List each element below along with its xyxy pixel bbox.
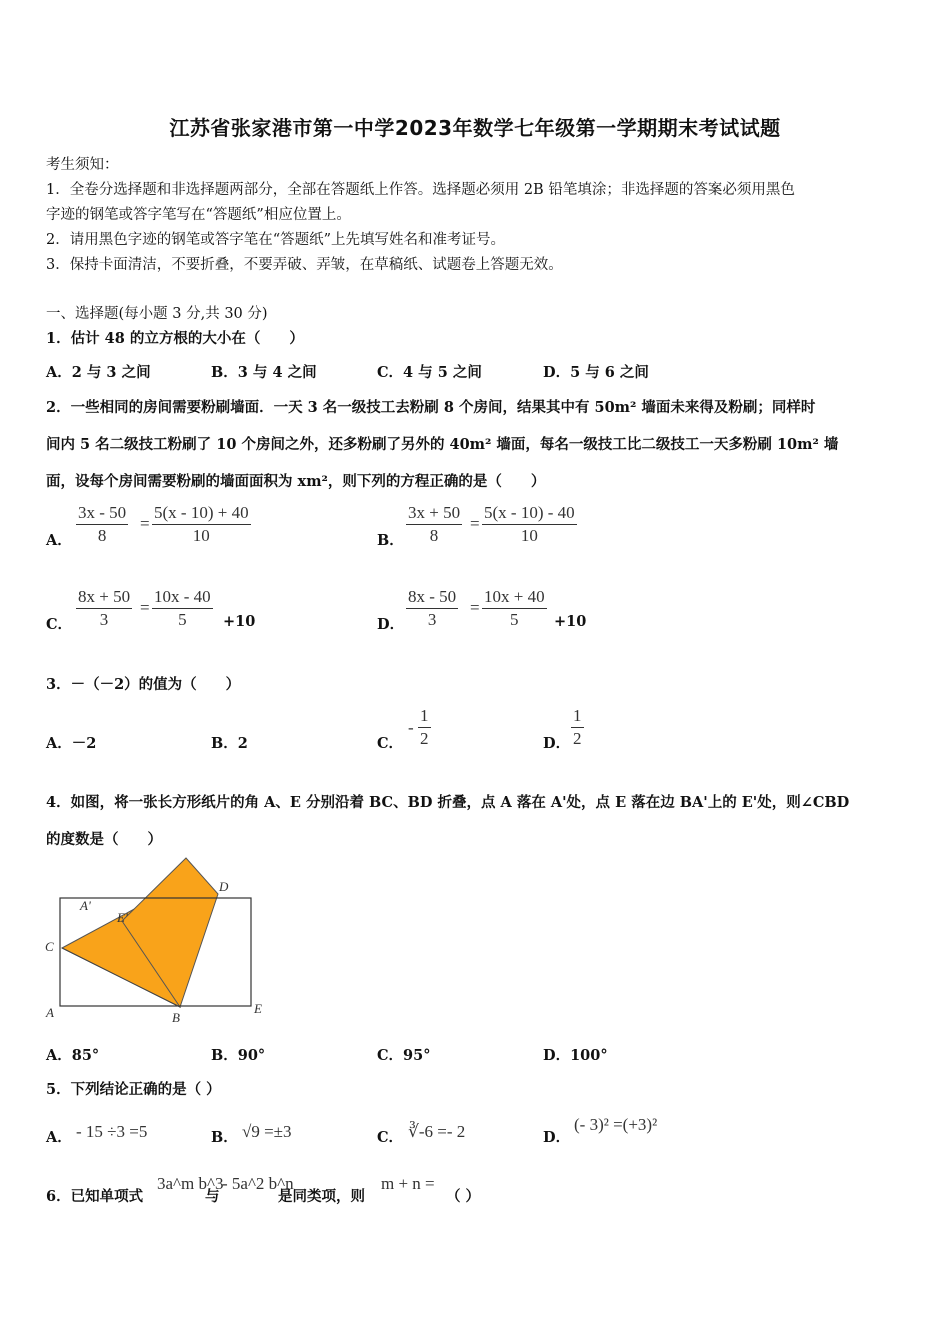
option-d-label: D． — [543, 735, 571, 752]
option-c-label: C． — [377, 735, 404, 752]
question-stem: 是同类项，则 — [278, 1188, 365, 1205]
option-d-label: D． — [377, 616, 405, 633]
fraction: $\frac{8x + 50}{3}$ — [78, 587, 131, 629]
page-title: 江苏省张家港市第一中学2023年数学七年级第一学期期末考试试题 — [169, 116, 781, 140]
option-a-label: A． — [46, 1129, 72, 1146]
sum-expression: m + n = — [381, 1174, 435, 1193]
question-stem: 的度数是（ ） — [46, 831, 162, 848]
option-c-label: C． — [46, 616, 73, 633]
fraction: $\frac{1}{2}$ — [573, 706, 582, 748]
fraction: $\frac{8x - 50}{3}$ — [408, 587, 457, 629]
minus-sign: - — [408, 718, 414, 737]
option-b: B．90° — [211, 1047, 266, 1064]
option-b: B．3 与 4 之间 — [211, 364, 317, 381]
option-d: D．100° — [543, 1047, 608, 1064]
label-d: D — [219, 879, 229, 894]
notice-line: 字迹的钢笔或答字笔写在“答题纸”相应位置上。 — [46, 207, 351, 223]
answer-blank: （ ） — [446, 1188, 481, 1205]
notice-heading: 考生须知： — [46, 157, 119, 173]
option-c: C．95° — [377, 1047, 431, 1064]
option-d-label: D． — [543, 1129, 571, 1146]
monomial-2: - 5a^2 b^n — [222, 1174, 294, 1193]
label-e: E — [254, 1001, 262, 1016]
question-stem: 4．如图，将一张长方形纸片的角 A、E 分别沿着 BC、BD 折叠，点 A 落在 A'处，点 E 落在边 BA'上的 E'处，则∠CBD — [46, 794, 850, 811]
fraction: $\frac{5(x - 10) - 40}{10}$ — [484, 503, 575, 545]
option-b-label: B． — [211, 1129, 238, 1146]
question-stem: 3．－（－2）的值为（ ） — [46, 676, 241, 693]
question-stem: 1．估计 48 的立方根的大小在（ ） — [46, 330, 304, 347]
monomial-1: 3a^m b^3 — [157, 1174, 224, 1193]
option-b: B．2 — [211, 735, 248, 752]
option-a-label: A． — [46, 532, 72, 549]
option-c: C．4 与 5 之间 — [377, 364, 482, 381]
question-stem: 面，设每个房间需要粉刷的墙面面积为 xm²，则下列的方程正确的是（ ） — [46, 473, 546, 490]
fraction: $\frac{3x + 50}{8}$ — [408, 503, 461, 545]
notice-line: 2．请用黑色字迹的钢笔或答字笔在“答题纸”上先填写姓名和准考证号。 — [46, 232, 506, 248]
equals-sign: = — [470, 598, 480, 617]
option-c-label: C． — [377, 1129, 404, 1146]
notice-line: 1．全卷分选择题和非选择题两部分，全部在答题纸上作答。选择题必须用 2B 铅笔填涂；非选择题的答案必须用黑色 — [46, 182, 795, 198]
fold-figure — [40, 855, 275, 1030]
question-stem: 与 — [205, 1188, 220, 1205]
section-heading: 一、选择题(每小题 3 分,共 30 分) — [46, 306, 268, 322]
option-d: D．5 与 6 之间 — [543, 364, 649, 381]
question-stem: 5．下列结论正确的是（ ） — [46, 1081, 221, 1098]
label-c: C — [45, 939, 54, 954]
label-b: B — [172, 1010, 180, 1025]
fraction: $\frac{1}{2}$ — [420, 706, 429, 748]
question-stem: 6．已知单项式 — [46, 1188, 144, 1205]
question-stem: 间内 5 名二级技工粉刷了 10 个房间之外，还多粉刷了另外的 40m² 墙面，每名一级技工比二级技工一天多粉刷 10m² 墙 — [46, 436, 839, 453]
label-a: A — [46, 1005, 54, 1020]
fraction: $\frac{10x + 40}{5}$ — [484, 587, 545, 629]
notice-line: 3．保持卡面清洁，不要折叠，不要弄破、弄皱，在草稿纸、试题卷上答题无效。 — [46, 257, 563, 273]
label-e-prime: E' — [117, 910, 128, 925]
fraction: $\frac{3x - 50}{8}$ — [78, 503, 127, 545]
option-b-expression: √9 =±3 — [242, 1122, 292, 1141]
option-b-label: B． — [377, 532, 404, 549]
equals-sign: = — [470, 514, 480, 533]
equals-sign: = — [140, 598, 150, 617]
equals-sign: = — [140, 514, 150, 533]
label-a-prime: A' — [80, 898, 91, 913]
option-d-expression: (- 3)² =(+3)² — [574, 1115, 658, 1134]
fraction: $\frac{10x - 40}{5}$ — [154, 587, 211, 629]
option-a: A．85° — [46, 1047, 100, 1064]
question-stem: 2．一些相同的房间需要粉刷墙面．一天 3 名一级技工去粉刷 8 个房间，结果其中有 50m² 墙面未来得及粉刷；同样时 — [46, 399, 816, 416]
option-a: A．2 与 3 之间 — [46, 364, 151, 381]
option-tail: +10 — [554, 613, 587, 630]
option-tail: +10 — [223, 613, 256, 630]
fraction: $\frac{5(x - 10) + 40}{10}$ — [154, 503, 249, 545]
option-a: A．－2 — [46, 735, 97, 752]
option-a-expression: - 15 ÷3 =5 — [76, 1122, 148, 1141]
option-c-expression: ∛-6 =- 2 — [408, 1122, 466, 1141]
